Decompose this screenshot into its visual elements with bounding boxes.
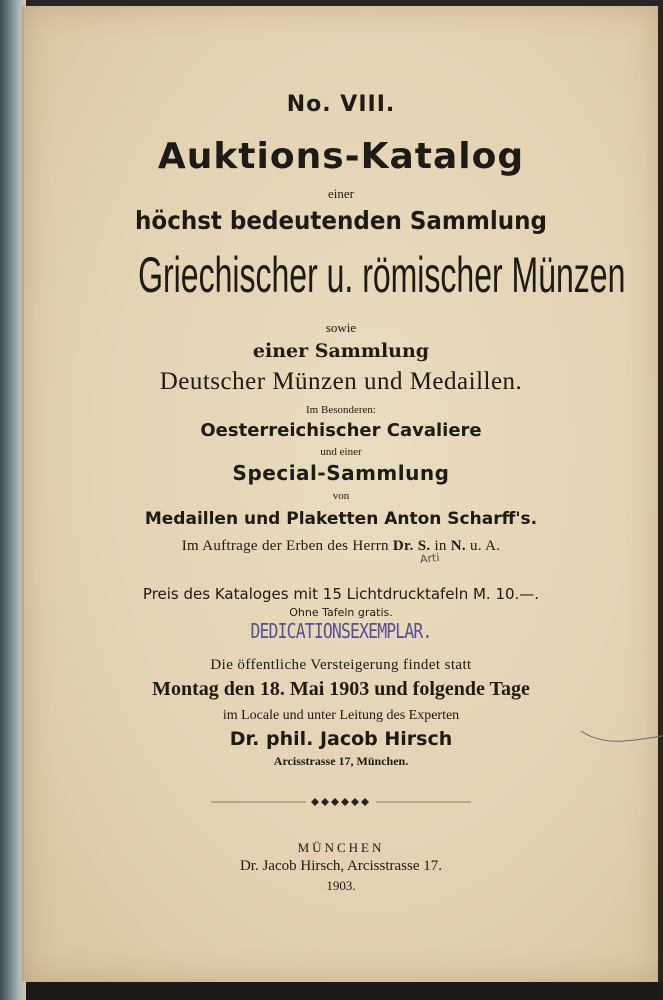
- text-und-einer: und einer: [320, 446, 362, 458]
- expert-name: Dr. phil. Jacob Hirsch: [229, 728, 453, 750]
- subtitle-german-coins: Deutscher Münzen und Medaillen.: [159, 368, 523, 395]
- imprint-year: 1903.: [326, 878, 356, 893]
- ornament-divider: [211, 794, 471, 810]
- commission-text-2: in: [430, 538, 451, 554]
- commission-place: N.: [450, 538, 466, 554]
- auction-intro: Die öffentliche Versteigerung findet statt: [210, 657, 472, 673]
- subtitle-austrian: Oesterreichischer Cavaliere: [200, 420, 482, 441]
- subtitle-medals-scharff: Medaillen und Plaketten Anton Scharff's.: [144, 509, 538, 529]
- auction-date: Montag den 18. Mai 1903 und folgende Tage: [152, 678, 530, 700]
- imprint-city: MÜNCHEN: [297, 840, 385, 855]
- text-einer-sammlung: einer Sammlung: [252, 340, 430, 362]
- price-line: Preis des Kataloges mit 15 Lichtdrucktafeln M. 10.—.: [142, 585, 540, 603]
- title-page: [22, 6, 658, 982]
- catalog-title: Auktions-Katalog: [157, 136, 525, 177]
- text-sowie: sowie: [325, 320, 357, 335]
- commission-text-3: u. A.: [465, 538, 501, 554]
- dedication-stamp: DEDICATIONSEXEMPLAR.: [250, 619, 432, 643]
- commission-line: [24, 538, 658, 555]
- imprint-publisher: Dr. Jacob Hirsch, Arcisstrasse 17.: [239, 858, 443, 874]
- commission-name: Dr. S.: [392, 538, 431, 554]
- auction-locale: im Locale und unter Leitung des Experten: [222, 708, 460, 723]
- pencil-stroke: [579, 721, 663, 751]
- catalog-number: No. VIII.: [286, 92, 396, 117]
- text-einer: einer: [328, 186, 354, 201]
- without-plates-line: Ohne Tafeln gratis.: [289, 606, 393, 619]
- expert-address: Arcisstrasse 17, München.: [273, 754, 409, 768]
- pencil-annotation: Arti: [419, 551, 441, 566]
- subtitle-special-collection: Special-Sammlung: [232, 461, 450, 485]
- page-bottom-edge: [26, 982, 663, 1000]
- subtitle-greek-roman-coins: Griechischer u. römischer Münzen: [138, 247, 626, 303]
- subtitle-collection: höchst bedeutenden Sammlung: [135, 206, 547, 235]
- text-von: von: [332, 490, 350, 502]
- commission-text-1: Im Auftrage der Erben des Herrn: [181, 538, 393, 554]
- text-im-besonderen: Im Besonderen:: [306, 404, 376, 416]
